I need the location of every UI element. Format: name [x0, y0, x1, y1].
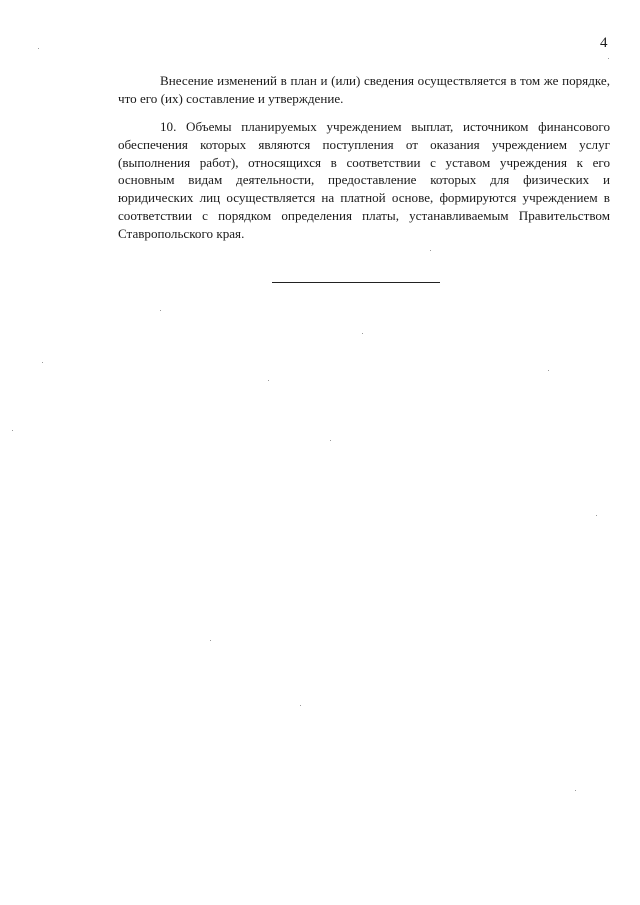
paragraph-10-payments: 10. Объемы планируемых учреждением выплат, источником финансового обеспечения которых являются поступления от оказания учреждением услуг (выполнения работ), относящихся в соответствии с уставом учреждения к его основным видам деятельности, предоставление которых для физических и юридических лиц осуществляется на платной основе, формируются учреждением в соответствии с порядком определения платы, устанавливаемым Правительством Ставропольского края. [118, 119, 610, 241]
scan-speck [548, 370, 549, 371]
scan-speck [362, 333, 363, 334]
scan-speck [430, 250, 431, 251]
scan-speck [300, 705, 301, 706]
end-separator-line [272, 282, 440, 283]
scan-speck [575, 790, 576, 791]
scan-speck [596, 515, 597, 516]
scan-speck [608, 58, 609, 59]
scan-speck [330, 440, 331, 441]
scan-speck [268, 380, 269, 381]
paragraph-plan-changes: Внесение изменений в план и (или) сведения осуществляется в том же порядке, что его (их) составление и утверждение. [118, 73, 610, 106]
scan-speck [160, 310, 161, 311]
scan-speck [42, 362, 43, 363]
scan-speck [210, 640, 211, 641]
scan-speck [12, 430, 13, 431]
page-number: 4 [600, 35, 608, 51]
scan-speck [38, 48, 39, 49]
